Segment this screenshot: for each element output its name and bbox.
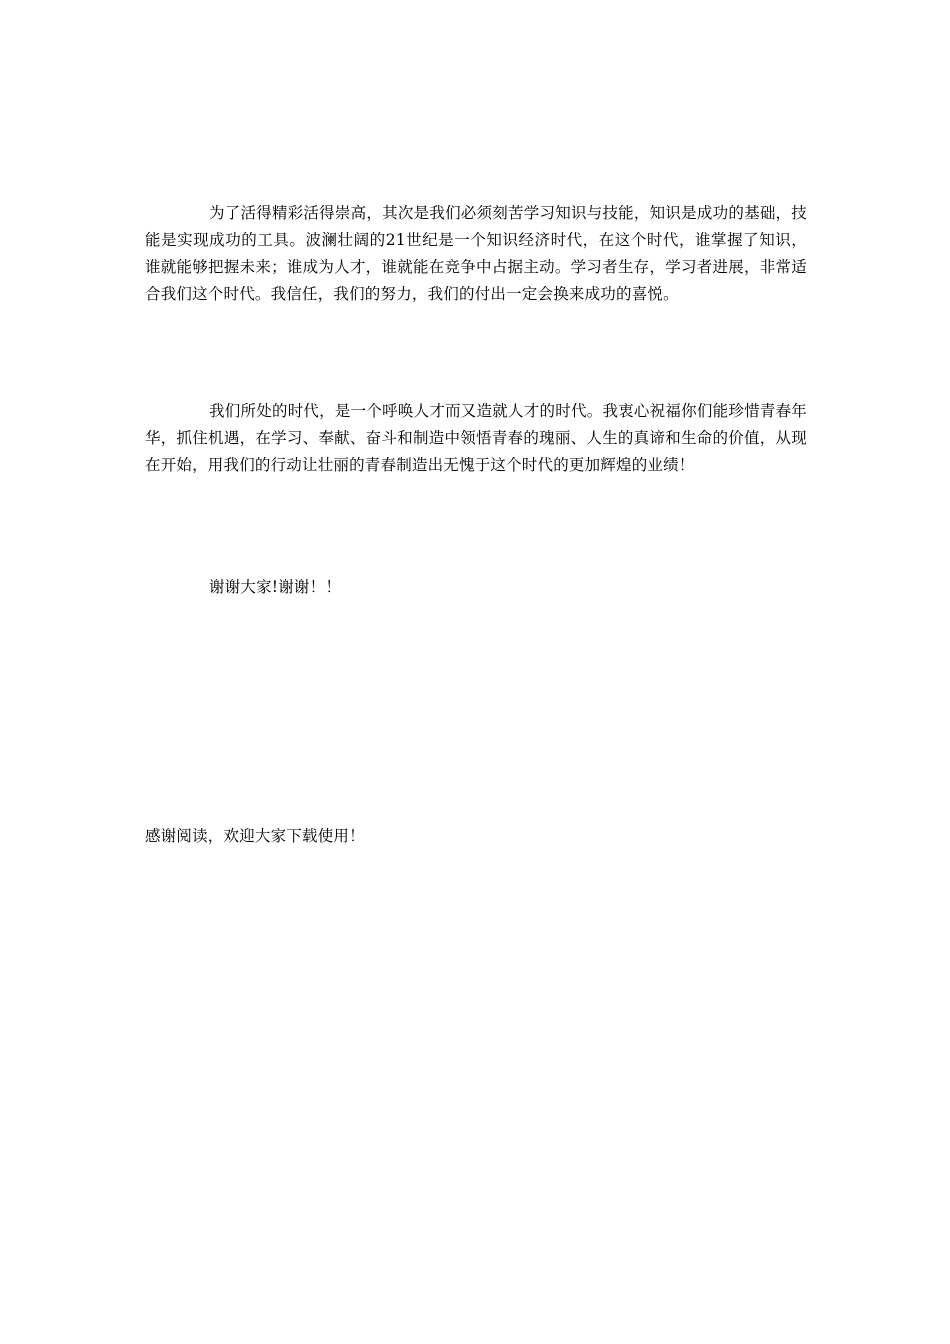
body-paragraph-1: 为了活得精彩活得崇高，其次是我们必须刻苦学习知识与技能，知识是成功的基础，技能是实现成功的工具。波澜壮阔的21世纪是一个知识经济时代，在这个时代，谁掌握了知识，谁就能够把握未来；谁成为人才，谁就能在竞争中占据主动。学习者生存，学习者进展，非常适合我们这个时代。我信任，我们的努力，我们的付出一定会换来成功的喜悦。 xyxy=(145,204,807,303)
body-paragraph-2: 我们所处的时代，是一个呼唤人才而又造就人才的时代。我衷心祝福你们能珍惜青春年华，抓住机遇，在学习、奉献、奋斗和制造中领悟青春的瑰丽、人生的真谛和生命的价值，从现在开始，用我们的行动让壮丽的青春制造出无愧于这个时代的更加辉煌的业绩！ xyxy=(145,402,807,474)
footer-note: 感谢阅读，欢迎大家下载使用！ xyxy=(145,827,365,845)
closing-thanks: 谢谢大家!谢谢！！ xyxy=(209,578,342,596)
